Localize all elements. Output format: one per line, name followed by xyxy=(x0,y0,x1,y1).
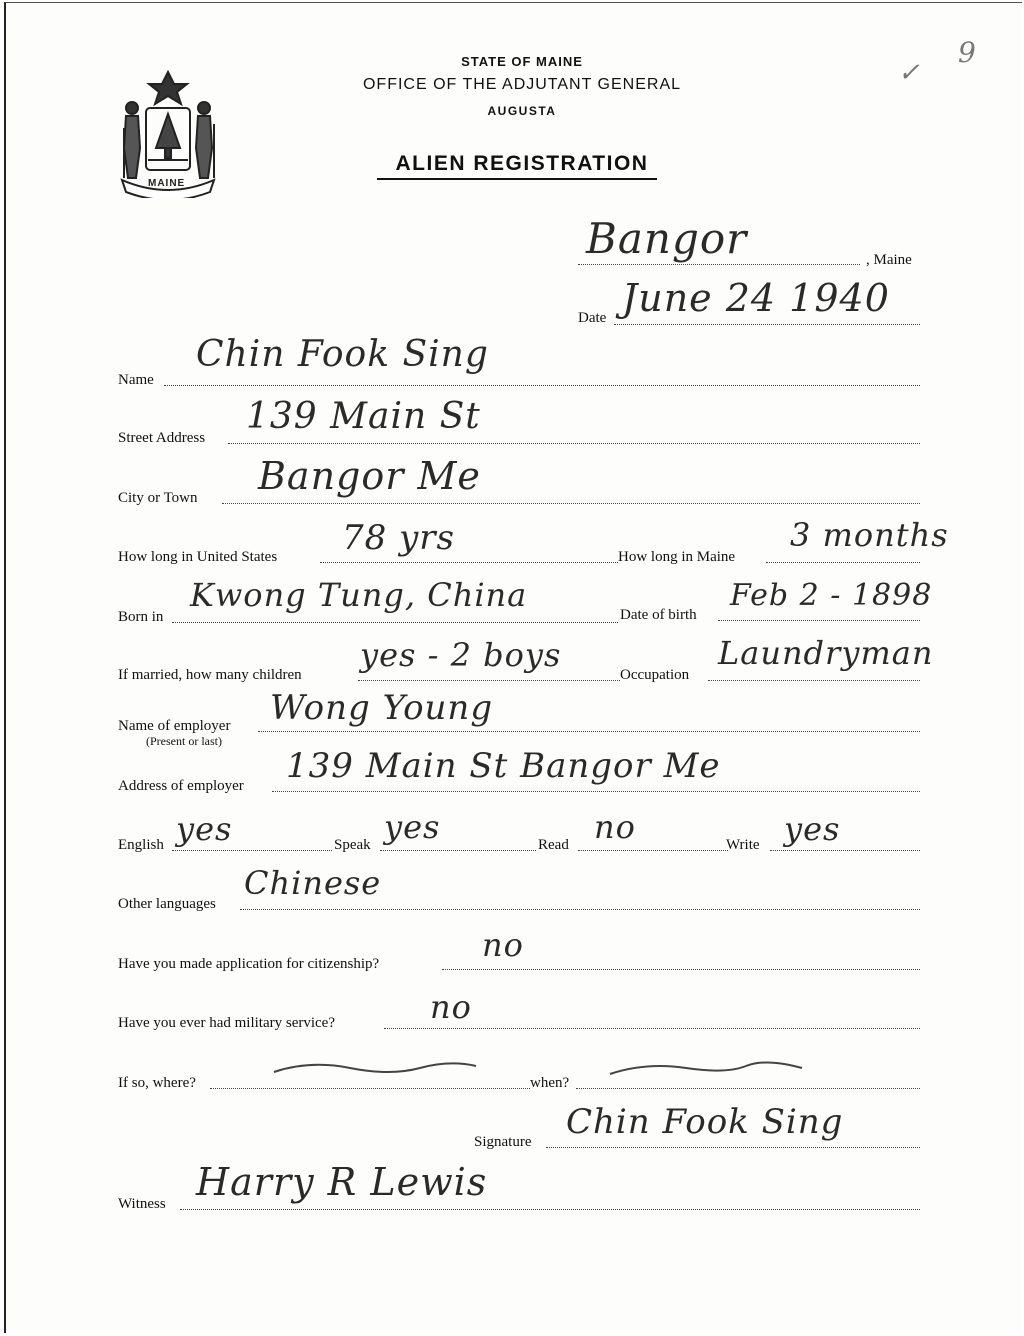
children-line xyxy=(358,680,620,681)
employer-address-label: Address of employer xyxy=(118,778,244,794)
title-underline xyxy=(377,178,657,180)
name-label: Name xyxy=(118,372,154,388)
street-address-label: Street Address xyxy=(118,430,206,446)
witness-label: Witness xyxy=(118,1196,166,1212)
check-mark-icon: ✓ xyxy=(898,58,920,88)
witness-line xyxy=(180,1209,920,1210)
where-dash-mark xyxy=(270,1056,480,1086)
us-duration-value: 78 yrs xyxy=(342,518,455,558)
employer-address-line xyxy=(272,791,920,792)
citizenship-line xyxy=(442,969,920,970)
citizenship-label: Have you made application for citizenship? xyxy=(118,956,380,972)
page-number-mark: 9 xyxy=(958,36,976,69)
english-value: yes xyxy=(176,810,233,848)
city-town-label: City or Town xyxy=(118,490,198,506)
born-in-label: Born in xyxy=(118,609,164,625)
write-label: Write xyxy=(726,837,760,853)
children-value: yes - 2 boys xyxy=(360,636,562,674)
witness-value: Harry R Lewis xyxy=(196,1160,488,1204)
employer-line xyxy=(258,731,920,732)
speak-value: yes xyxy=(384,808,441,846)
occupation-label: Occupation xyxy=(620,667,690,683)
place-line xyxy=(578,264,860,265)
name-value: Chin Fook Sing xyxy=(196,334,489,375)
read-value: no xyxy=(594,808,636,846)
street-address-line xyxy=(228,443,920,444)
military-label: Have you ever had military service? xyxy=(118,1015,335,1031)
signature-value: Chin Fook Sing xyxy=(566,1102,844,1142)
military-value: no xyxy=(430,988,472,1026)
speak-line xyxy=(380,850,536,851)
date-line xyxy=(614,324,920,325)
employer-value: Wong Young xyxy=(270,688,494,728)
street-address-value: 139 Main St xyxy=(246,396,481,437)
born-in-line xyxy=(172,622,618,623)
dob-label: Date of birth xyxy=(620,607,697,623)
employer-sublabel: (Present or last) xyxy=(146,734,222,748)
when-line xyxy=(576,1088,920,1089)
where-line xyxy=(210,1088,530,1089)
english-label: English xyxy=(118,837,164,853)
military-line xyxy=(384,1028,920,1029)
occupation-line xyxy=(708,680,920,681)
read-line xyxy=(578,850,728,851)
other-languages-value: Chinese xyxy=(244,864,382,902)
maine-duration-line xyxy=(766,562,920,563)
maine-duration-label: How long in Maine xyxy=(618,549,736,565)
signature-line xyxy=(546,1147,920,1148)
employer-label: Name of employer xyxy=(118,718,231,734)
born-in-value: Kwong Tung, China xyxy=(190,576,528,614)
city-town-value: Bangor Me xyxy=(258,454,481,498)
english-line xyxy=(172,850,332,851)
other-languages-line xyxy=(240,909,920,910)
dob-line xyxy=(718,620,920,621)
seal-label: MAINE xyxy=(148,178,186,189)
when-label: when? xyxy=(530,1075,570,1091)
city-town-line xyxy=(222,503,920,504)
when-dash-mark xyxy=(606,1056,806,1086)
date-value: June 24 1940 xyxy=(622,276,890,320)
name-line xyxy=(164,385,920,386)
speak-label: Speak xyxy=(334,837,371,853)
children-label: If married, how many children xyxy=(118,667,302,683)
signature-label: Signature xyxy=(474,1134,532,1150)
write-line xyxy=(770,850,920,851)
where-label: If so, where? xyxy=(118,1075,196,1091)
employer-address-value: 139 Main St Bangor Me xyxy=(286,746,721,786)
state-heading: STATE OF MAINE xyxy=(461,54,583,69)
write-value: yes xyxy=(784,810,841,848)
dob-value: Feb 2 - 1898 xyxy=(730,578,933,613)
place-value: Bangor xyxy=(586,214,748,263)
place-suffix: , Maine xyxy=(866,252,912,268)
us-duration-line xyxy=(320,562,618,563)
other-languages-label: Other languages xyxy=(118,896,216,912)
us-duration-label: How long in United States xyxy=(118,549,278,565)
occupation-value: Laundryman xyxy=(718,634,934,672)
maine-duration-value: 3 months xyxy=(790,516,949,554)
date-label: Date xyxy=(578,310,607,326)
city-heading: AUGUSTA xyxy=(487,104,557,118)
office-heading: OFFICE OF THE ADJUTANT GENERAL xyxy=(362,76,682,93)
citizenship-value: no xyxy=(482,926,524,964)
form-title: ALIEN REGISTRATION xyxy=(395,152,649,175)
read-label: Read xyxy=(538,837,569,853)
